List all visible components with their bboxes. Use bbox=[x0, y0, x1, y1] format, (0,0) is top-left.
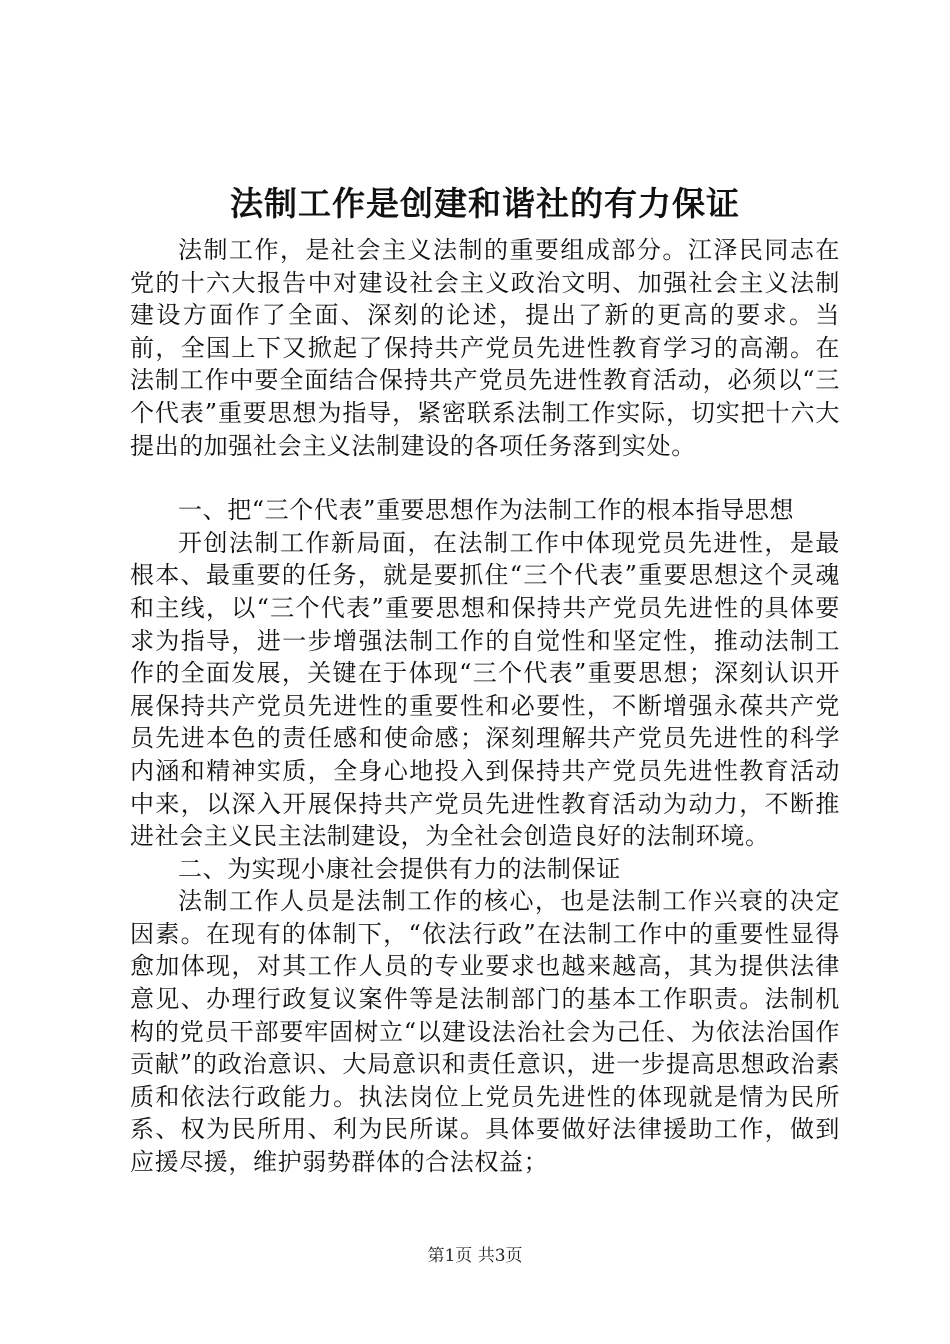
section-body-1: 开创法制工作新局面，在法制工作中体现党员先进性，是最根本、最重要的任务，就是要抓住“三个代表”重要思想这个灵魂和主线，以“三个代表”重要思想和保持共产党员先进性的具体要求为指导，进一步增强法制工作的自觉性和坚定性，推动法制工作的全面发展，关键在于体现“三个代表”重要思想；深刻认识开展保持共产党员先进性的重要性和必要性，不断增强永葆共产党员先进本色的责任感和使命感；深刻理解共产党员先进性的科学内涵和精神实质，全身心地投入到保持共产党员先进性教育活动中来，以深入开展保持共产党员先进性教育活动为动力，不断推进社会主义民主法制建设，为全社会创造良好的法制环境。 bbox=[130, 528, 840, 851]
paragraph-spacer bbox=[130, 462, 840, 494]
section-heading-1: 一、把“三个代表”重要思想作为法制工作的根本指导思想 bbox=[178, 496, 795, 525]
section-heading-2: 二、为实现小康社会提供有力的法制保证 bbox=[178, 854, 621, 883]
section-body-2: 法制工作人员是法制工作的核心，也是法制工作兴衰的决定因素。在现有的体制下，“依法行政”在法制工作中的重要性显得愈加体现，对其工作人员的专业要求也越来越高，其为提供法律意见、办理行政复议案件等是法制部门的基本工作职责。法制机构的党员干部要牢固树立“以建设法治社会为己任、为依法治国作贡献”的政治意识、大局意识和责任意识，进一步提高思想政治素质和依法行政能力。执法岗位上党员先进性的体现就是情为民所系、权为民所用、利为民所谋。具体要做好法律援助工作，做到应援尽援，维护弱势群体的合法权益； bbox=[130, 887, 840, 1177]
intro-paragraph: 法制工作，是社会主义法制的重要组成部分。江泽民同志在党的十六大报告中对建设社会主义政治文明、加强社会主义法制建设方面作了全面、深刻的论述，提出了新的更高的要求。当前，全国上下又掀起了保持共产党员先进性教育学习的高潮。在法制工作中要全面结合保持共产党员先进性教育活动，必须以“三个代表”重要思想为指导，紧密联系法制工作实际，切实把十六大提出的加强社会主义法制建设的各项任务落到实处。 bbox=[130, 236, 840, 460]
page-number-footer: 第1页 共3页 bbox=[427, 1246, 523, 1266]
document-page bbox=[130, 180, 840, 1179]
document-title: 法制工作是创建和谐社的有力保证 bbox=[230, 184, 740, 223]
